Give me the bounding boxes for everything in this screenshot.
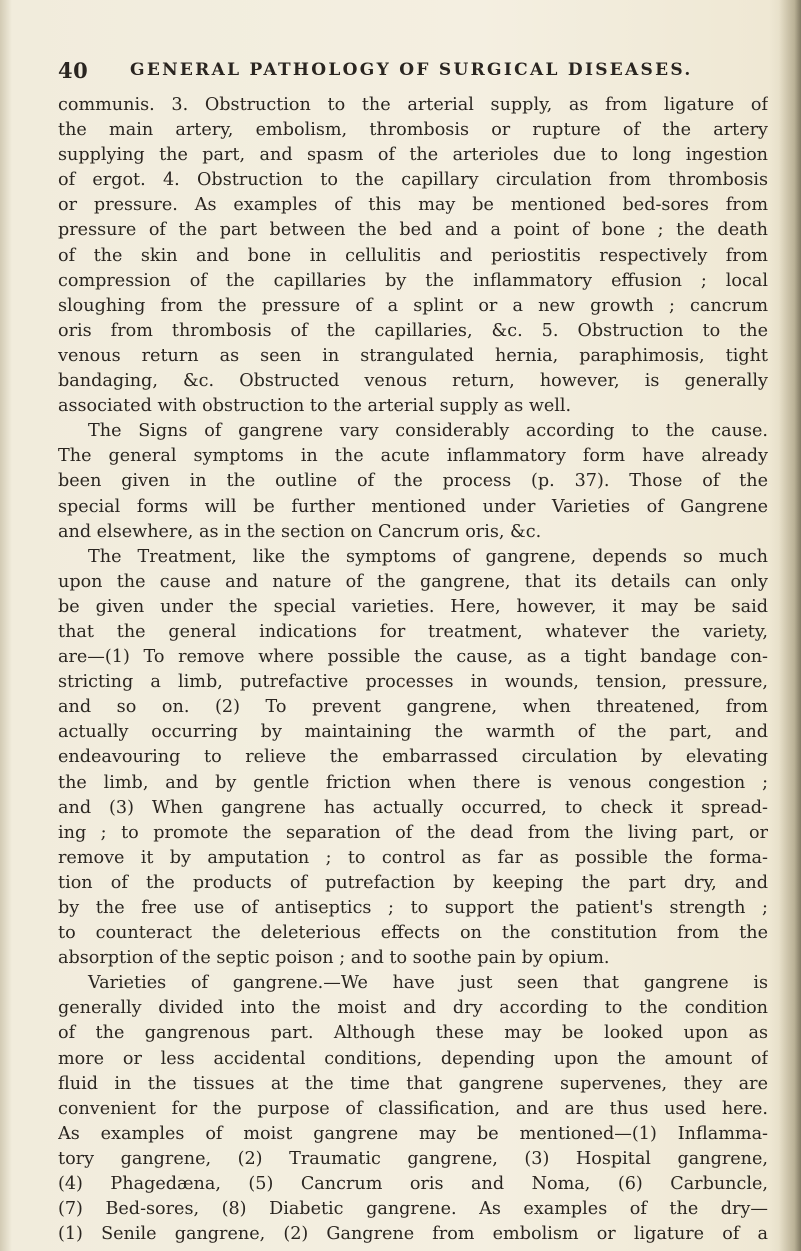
- text-line: or pressure. As examples of this may be mentioned bed-sores from: [58, 195, 768, 216]
- text-line: more or less accidental conditions, depending upon the amount of: [58, 1048, 768, 1069]
- text-line: special forms will be further mentioned under Varieties of Gangrene: [58, 496, 768, 517]
- text-line: tion of the products of putrefaction by keeping the part dry, and: [58, 872, 768, 893]
- text-line: and so on. (2) To prevent gangrene, when threatened, from: [58, 697, 768, 718]
- text-line: The Treatment, like the symptoms of gangrene, depends so much: [88, 546, 768, 567]
- text-line: fluid in the tissues at the time that gangrene supervenes, they are: [58, 1073, 768, 1094]
- text-line: oris from thrombosis of the capillaries, &c. 5. Obstruction to the: [58, 320, 768, 341]
- text-line: and elsewhere, as in the section on Cancrum oris, &c.: [58, 521, 542, 542]
- text-line: (1) Senile gangrene, (2) Gangrene from embolism or ligature of a: [58, 1224, 768, 1245]
- text-line: (4) Phagedæna, (5) Cancrum oris and Noma, (6) Carbuncle,: [58, 1174, 768, 1195]
- text-line: the main artery, embolism, thrombosis or rupture of the artery: [58, 120, 768, 141]
- text-line: of ergot. 4. Obstruction to the capillary circulation from thrombosis: [58, 170, 768, 191]
- text-line: sloughing from the pressure of a splint or a new growth ; cancrum: [58, 295, 768, 316]
- text-line: compression of the capillaries by the inflammatory effusion ; local: [58, 270, 768, 291]
- page-header: [58, 58, 758, 88]
- page-left-edge: [0, 0, 12, 1251]
- text-line: absorption of the septic poison ; and to soothe pain by opium.: [58, 948, 610, 969]
- text-line: stricting a limb, putrefactive processes in wounds, tension, pressure,: [58, 672, 768, 693]
- text-line: that the general indications for treatment, whatever the variety,: [58, 621, 768, 642]
- text-line: venous return as seen in strangulated hernia, paraphimosis, tight: [58, 345, 768, 366]
- page-binding-shadow: [779, 0, 801, 1251]
- text-line: endeavouring to relieve the embarrassed circulation by elevating: [58, 747, 768, 768]
- text-line: generally divided into the moist and dry according to the condition: [58, 998, 768, 1019]
- text-line: associated with obstruction to the arterial supply as well.: [58, 396, 572, 417]
- body-text: [58, 93, 768, 1247]
- text-line: supplying the part, and spasm of the arterioles due to long ingestion: [58, 145, 768, 166]
- text-line: remove it by amputation ; to control as far as possible the forma-: [58, 847, 768, 868]
- text-line: upon the cause and nature of the gangrene, that its details can only: [58, 571, 768, 592]
- text-line: be given under the special varieties. Here, however, it may be said: [58, 596, 768, 617]
- text-line: Varieties of gangrene.—We have just seen that gangrene is: [88, 973, 768, 994]
- text-line: to counteract the deleterious effects on the constitution from the: [58, 923, 768, 944]
- text-line: tory gangrene, (2) Traumatic gangrene, (3) Hospital gangrene,: [58, 1148, 768, 1169]
- text-line: actually occurring by maintaining the warmth of the part, and: [58, 722, 768, 743]
- text-line: are—(1) To remove where possible the cause, as a tight bandage con-: [58, 647, 768, 668]
- text-line: (7) Bed-sores, (8) Diabetic gangrene. As examples of the dry—: [58, 1199, 768, 1220]
- text-line: by the free use of antiseptics ; to support the patient's strength ;: [58, 898, 768, 918]
- text-line: As examples of moist gangrene may be mentioned—(1) Inflamma-: [58, 1123, 768, 1144]
- text-line: of the skin and bone in cellulitis and periostitis respectively from: [58, 245, 768, 266]
- text-line: of the gangrenous part. Although these may be looked upon as: [58, 1023, 768, 1044]
- text-line: The general symptoms in the acute inflammatory form have already: [58, 446, 768, 467]
- text-line: communis. 3. Obstruction to the arterial supply, as from ligature of: [58, 95, 768, 115]
- text-line: ing ; to promote the separation of the dead from the living part, or: [58, 822, 768, 843]
- text-line: The Signs of gangrene vary considerably according to the cause.: [88, 421, 768, 442]
- text-line: the limb, and by gentle friction when there is venous congestion ;: [58, 772, 768, 793]
- text-line: convenient for the purpose of classification, and are thus used here.: [58, 1098, 768, 1119]
- text-line: and (3) When gangrene has actually occurred, to check it spread-: [58, 797, 768, 818]
- text-line: been given in the outline of the process (p. 37). Those of the: [58, 471, 768, 492]
- running-head: GENERAL PATHOLOGY OF SURGICAL DISEASES.: [130, 60, 693, 80]
- text-line: pressure of the part between the bed and a point of bone ; the death: [58, 220, 768, 241]
- page-number: 40: [58, 58, 89, 83]
- text-line: bandaging, &c. Obstructed venous return, however, is generally: [58, 371, 768, 392]
